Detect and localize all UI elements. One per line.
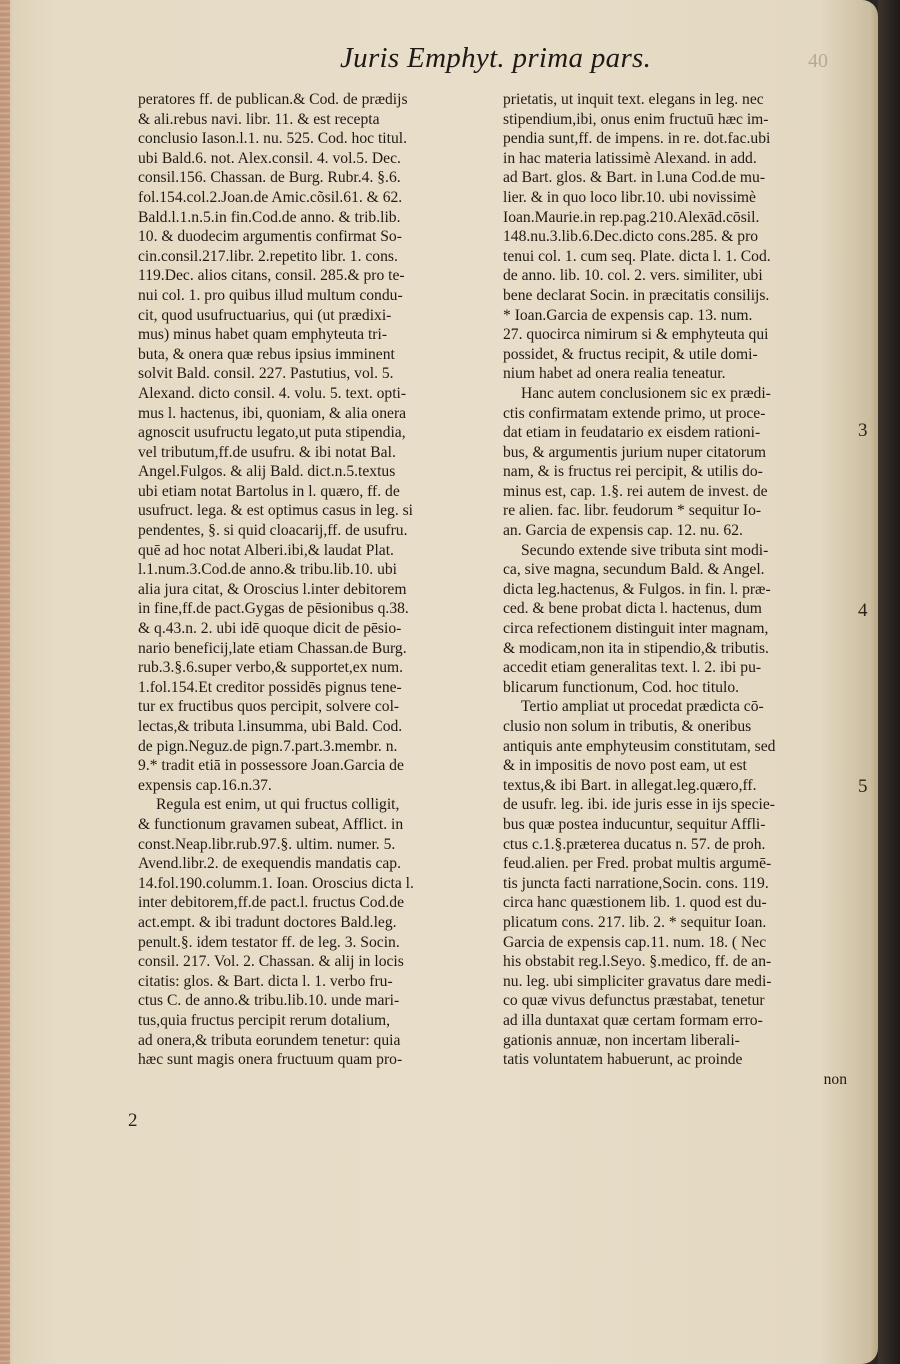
text-line: nario beneficij,late etiam Chassan.de Burg. xyxy=(138,639,407,657)
text-line: buta, & onera quæ rebus ipsius imminent xyxy=(138,345,395,363)
text-line: ad illa duntaxat quæ certam formam erro- xyxy=(503,1011,763,1029)
margin-number: 4 xyxy=(858,600,868,621)
text-line: ctus c.1.§.præterea ducatus n. 57. de proh. xyxy=(503,835,766,853)
text-line: Angel.Fulgos. & alij Bald. dict.n.5.textus xyxy=(138,463,396,481)
text-line: ubi etiam notat Bartolus in l. quæro, ff. de xyxy=(138,482,400,500)
text-line: pendentes, §. si quid cloacarij,ff. de usufru. xyxy=(138,522,408,540)
text-line: peratores ff. de publican.& Cod. de prædijs xyxy=(138,91,408,108)
text-line: possidet, & fructus recipit, & utile domi- xyxy=(503,345,758,363)
text-line: mus) minus habet quam emphyteuta tri- xyxy=(138,326,388,344)
text-line: circa hanc quæstionem lib. 1. quod est du- xyxy=(503,894,767,912)
text-line: penult.§. idem testator ff. de leg. 3. Socin. xyxy=(138,933,400,951)
text-line: prietatis, ut inquit text. elegans in leg. nec xyxy=(503,91,764,108)
text-line: nium habet ad onera realia teneatur. xyxy=(503,365,726,383)
text-line: tatis voluntatem habuerunt, ac proinde xyxy=(503,1051,743,1069)
text-line: tenui col. 1. cum seq. Plate. dicta l. 1. Cod. xyxy=(503,247,771,265)
text-line: bus, & argumentis jurium nuper citatorum xyxy=(503,443,767,461)
text-line: Ioan.Maurie.in rep.pag.210.Alexād.cōsil. xyxy=(503,208,760,226)
text-line: Tertio ampliat ut procedat prædicta cō- xyxy=(521,698,764,716)
text-line: tus,quia fructus percipit rerum dotalium, xyxy=(138,1011,391,1029)
text-line: 1.fol.154.Et creditor possidēs pignus tene- xyxy=(138,678,402,696)
text-line: 27. quocirca nimirum si & emphyteuta qui xyxy=(503,326,769,344)
text-line: 10. & duodecim argumentis confirmat So- xyxy=(138,228,402,246)
text-line: cit, quod usufructuarius, qui (ut prædixi- xyxy=(138,306,392,324)
text-line: non xyxy=(823,1070,847,1088)
text-line: fol.154.col.2.Joan.de Amic.cõsil.61. & 62. xyxy=(138,188,403,206)
left-text-column xyxy=(138,90,488,1070)
text-line: Avend.libr.2. de exequendis mandatis cap. xyxy=(138,855,401,873)
text-line: de usufr. leg. ibi. ide juris esse in ijs specie- xyxy=(503,796,775,814)
text-line: agnoscit usufructu legato,ut puta stipendia, xyxy=(138,424,406,442)
text-line: Hanc autem conclusionem sic ex prædi- xyxy=(521,384,771,402)
text-line: re alien. fac. libr. feudorum * sequitur Io- xyxy=(503,502,762,520)
text-line: minus est, cap. 1.§. rei autem de invest. de xyxy=(503,482,768,500)
margin-number: 5 xyxy=(858,776,868,797)
text-line: act.empt. & ibi tradunt doctores Bald.leg. xyxy=(138,913,397,931)
text-line: & ali.rebus navi. libr. 11. & est recepta xyxy=(138,110,380,128)
text-line: & in impositis de novo post eam, ut est xyxy=(503,757,747,775)
text-line: tur ex fructibus quos percipit, solvere col- xyxy=(138,698,400,716)
text-line: consil. 217. Vol. 2. Chassan. & alij in locis xyxy=(138,953,404,971)
text-line: circa refectionem distinguit inter magnam, xyxy=(503,620,769,638)
text-line: co quæ vivus defunctus præstabat, tenetur xyxy=(503,992,765,1010)
text-line: & q.43.n. 2. ubi idē quoque dicit de pēsio- xyxy=(138,620,402,638)
text-line: l.1.num.3.Cod.de anno.& tribu.lib.10. ubi xyxy=(138,561,398,579)
text-line: Secundo extende sive tributa sint modi- xyxy=(521,541,769,559)
text-line: const.Neap.libr.rub.97.§. ultim. numer. 5. xyxy=(138,835,396,853)
text-line: textus,& ibi Bart. in allegat.leg.quæro,ff. xyxy=(503,776,757,794)
text-line: ctus C. de anno.& tribu.lib.10. unde mari- xyxy=(138,992,400,1010)
text-line: de anno. lib. 10. col. 2. vers. similiter, ubi xyxy=(503,267,763,285)
margin-number: 3 xyxy=(858,420,868,441)
text-line: Garcia de expensis cap.11. num. 18. ( Nec xyxy=(503,933,767,951)
text-line: nui col. 1. pro quibus illud multum condu- xyxy=(138,286,403,304)
text-line: de pign.Neguz.de pign.7.part.3.membr. n. xyxy=(138,737,398,755)
text-line: bene declarat Socin. in præcitatis consilijs. xyxy=(503,286,770,304)
text-line: * Ioan.Garcia de expensis cap. 13. num. xyxy=(503,306,753,324)
text-line: cin.consil.217.libr. 2.repetito libr. 1. cons. xyxy=(138,247,398,265)
text-line: in fine,ff.de pact.Gygas de pēsionibus q.38. xyxy=(138,600,409,618)
text-line: inter debitorem,ff.de pact.l. fructus Cod.de xyxy=(138,894,405,912)
text-line: blicarum functionum, Cod. hoc titulo. xyxy=(503,678,740,696)
text-line: ubi Bald.6. not. Alex.consil. 4. vol.5. Dec. xyxy=(138,149,401,167)
text-line: ced. & bene probat dicta l. hactenus, dum xyxy=(503,600,762,618)
text-line: 148.nu.3.lib.6.Dec.dicto cons.285. & pro xyxy=(503,228,759,246)
text-line: 14.fol.190.columm.1. Ioan. Oroscius dicta l. xyxy=(138,874,414,892)
text-line: in hac materia latissimè Alexand. in add. xyxy=(503,149,757,167)
text-line: expensis cap.16.n.37. xyxy=(138,776,272,794)
right-text-column xyxy=(503,90,853,1089)
text-line: nu. leg. ubi simpliciter gravatus dare medi- xyxy=(503,972,772,990)
text-line: dicta leg.hactenus, & Fulgos. in fin. l. præ- xyxy=(503,580,771,598)
text-line: citatis: glos. & Bart. dicta l. 1. verbo fru- xyxy=(138,972,393,990)
text-line: rub.3.§.6.super verbo,& supportet,ex num. xyxy=(138,659,404,677)
text-line: & modicam,non ita in stipendio,& tributis. xyxy=(503,639,769,657)
text-line: conclusio Iason.l.1. nu. 525. Cod. hoc titul. xyxy=(138,130,407,148)
text-line: 119.Dec. alios citans, consil. 285.& pro te- xyxy=(138,267,405,285)
text-line: quē ad hoc notat Alberi.ibi,& laudat Plat. xyxy=(138,541,394,559)
text-line: usufruct. lega. & est optimus casus in leg. si xyxy=(138,502,414,520)
text-line: gationis annuæ, non incertam liberali- xyxy=(503,1031,740,1049)
text-line: ca, sive magna, secundum Bald. & Angel. xyxy=(503,561,765,579)
text-line: Regula est enim, ut qui fructus colligit, xyxy=(156,796,400,814)
page-edge-red xyxy=(0,0,10,1364)
text-line: & functionum gravamen subeat, Afflict. in xyxy=(138,815,404,833)
text-line: his obstabit reg.l.Seyo. §.medico, ff. de an- xyxy=(503,953,772,971)
text-line: hæc sunt magis onera fructuum quam pro- xyxy=(138,1051,403,1069)
text-line: lier. & in quo loco libr.10. ubi novissimè xyxy=(503,188,756,206)
text-line: nam, & is fructus rei percipit, & utilis do- xyxy=(503,463,763,481)
text-line: Bald.l.1.n.5.in fin.Cod.de anno. & trib.lib. xyxy=(138,208,401,226)
text-line: accedit etiam generalitas text. l. 2. ibi pu- xyxy=(503,659,762,677)
margin-number: 2 xyxy=(128,1110,138,1131)
text-line: lectas,& tributa l.insumma, ubi Bald. Cod. xyxy=(138,718,403,735)
text-line: tis juncta facti narratione,Socin. cons. 119. xyxy=(503,874,769,892)
text-line: dat etiam in feudatario ex eisdem rationi- xyxy=(503,424,761,442)
folio-number: 40 xyxy=(808,50,828,72)
text-line: consil.156. Chassan. de Burg. Rubr.4. §.6. xyxy=(138,169,401,187)
text-line: solvit Bald. consil. 227. Pastutius, vol. 5. xyxy=(138,365,394,383)
text-line: ad Bart. glos. & Bart. in l.una Cod.de mu- xyxy=(503,169,766,187)
text-line: clusio non solum in tributis, & oneribus xyxy=(503,718,752,735)
text-line: mus l. hactenus, ibi, quoniam, & alia onera xyxy=(138,404,407,422)
text-line: pendia sunt,ff. de impens. in re. dot.fac.ubi xyxy=(503,130,771,148)
text-line: antiquis ante emphyteusim constitutam, sed xyxy=(503,737,776,755)
book-spine-shadow xyxy=(878,0,900,1364)
text-line: bus quæ postea inducuntur, sequitur Affli- xyxy=(503,815,766,833)
text-line: an. Garcia de expensis cap. 12. nu. 62. xyxy=(503,522,743,540)
text-line: 9.* tradit etiā in possessore Joan.Garcia de xyxy=(138,757,404,775)
text-line: ad onera,& tributa eorundem tenetur: quia xyxy=(138,1031,401,1049)
text-line: vel tributum,ff.de usufru. & ibi notat Bal. xyxy=(138,443,396,461)
text-line: Alexand. dicto consil. 4. volu. 5. text. opti- xyxy=(138,384,407,402)
text-line: stipendium,ibi, onus enim fructuū hæc im- xyxy=(503,110,769,128)
text-line: feud.alien. per Fred. probat multis argumē- xyxy=(503,855,772,873)
text-line: plicatum cons. 217. lib. 2. * sequitur Ioan. xyxy=(503,913,767,931)
running-head: Juris Emphyt. prima pars. xyxy=(340,42,652,74)
text-line: ctis confirmatam extende primo, ut proce- xyxy=(503,404,766,422)
text-line: alia jura citat, & Oroscius l.inter debitorem xyxy=(138,580,407,598)
